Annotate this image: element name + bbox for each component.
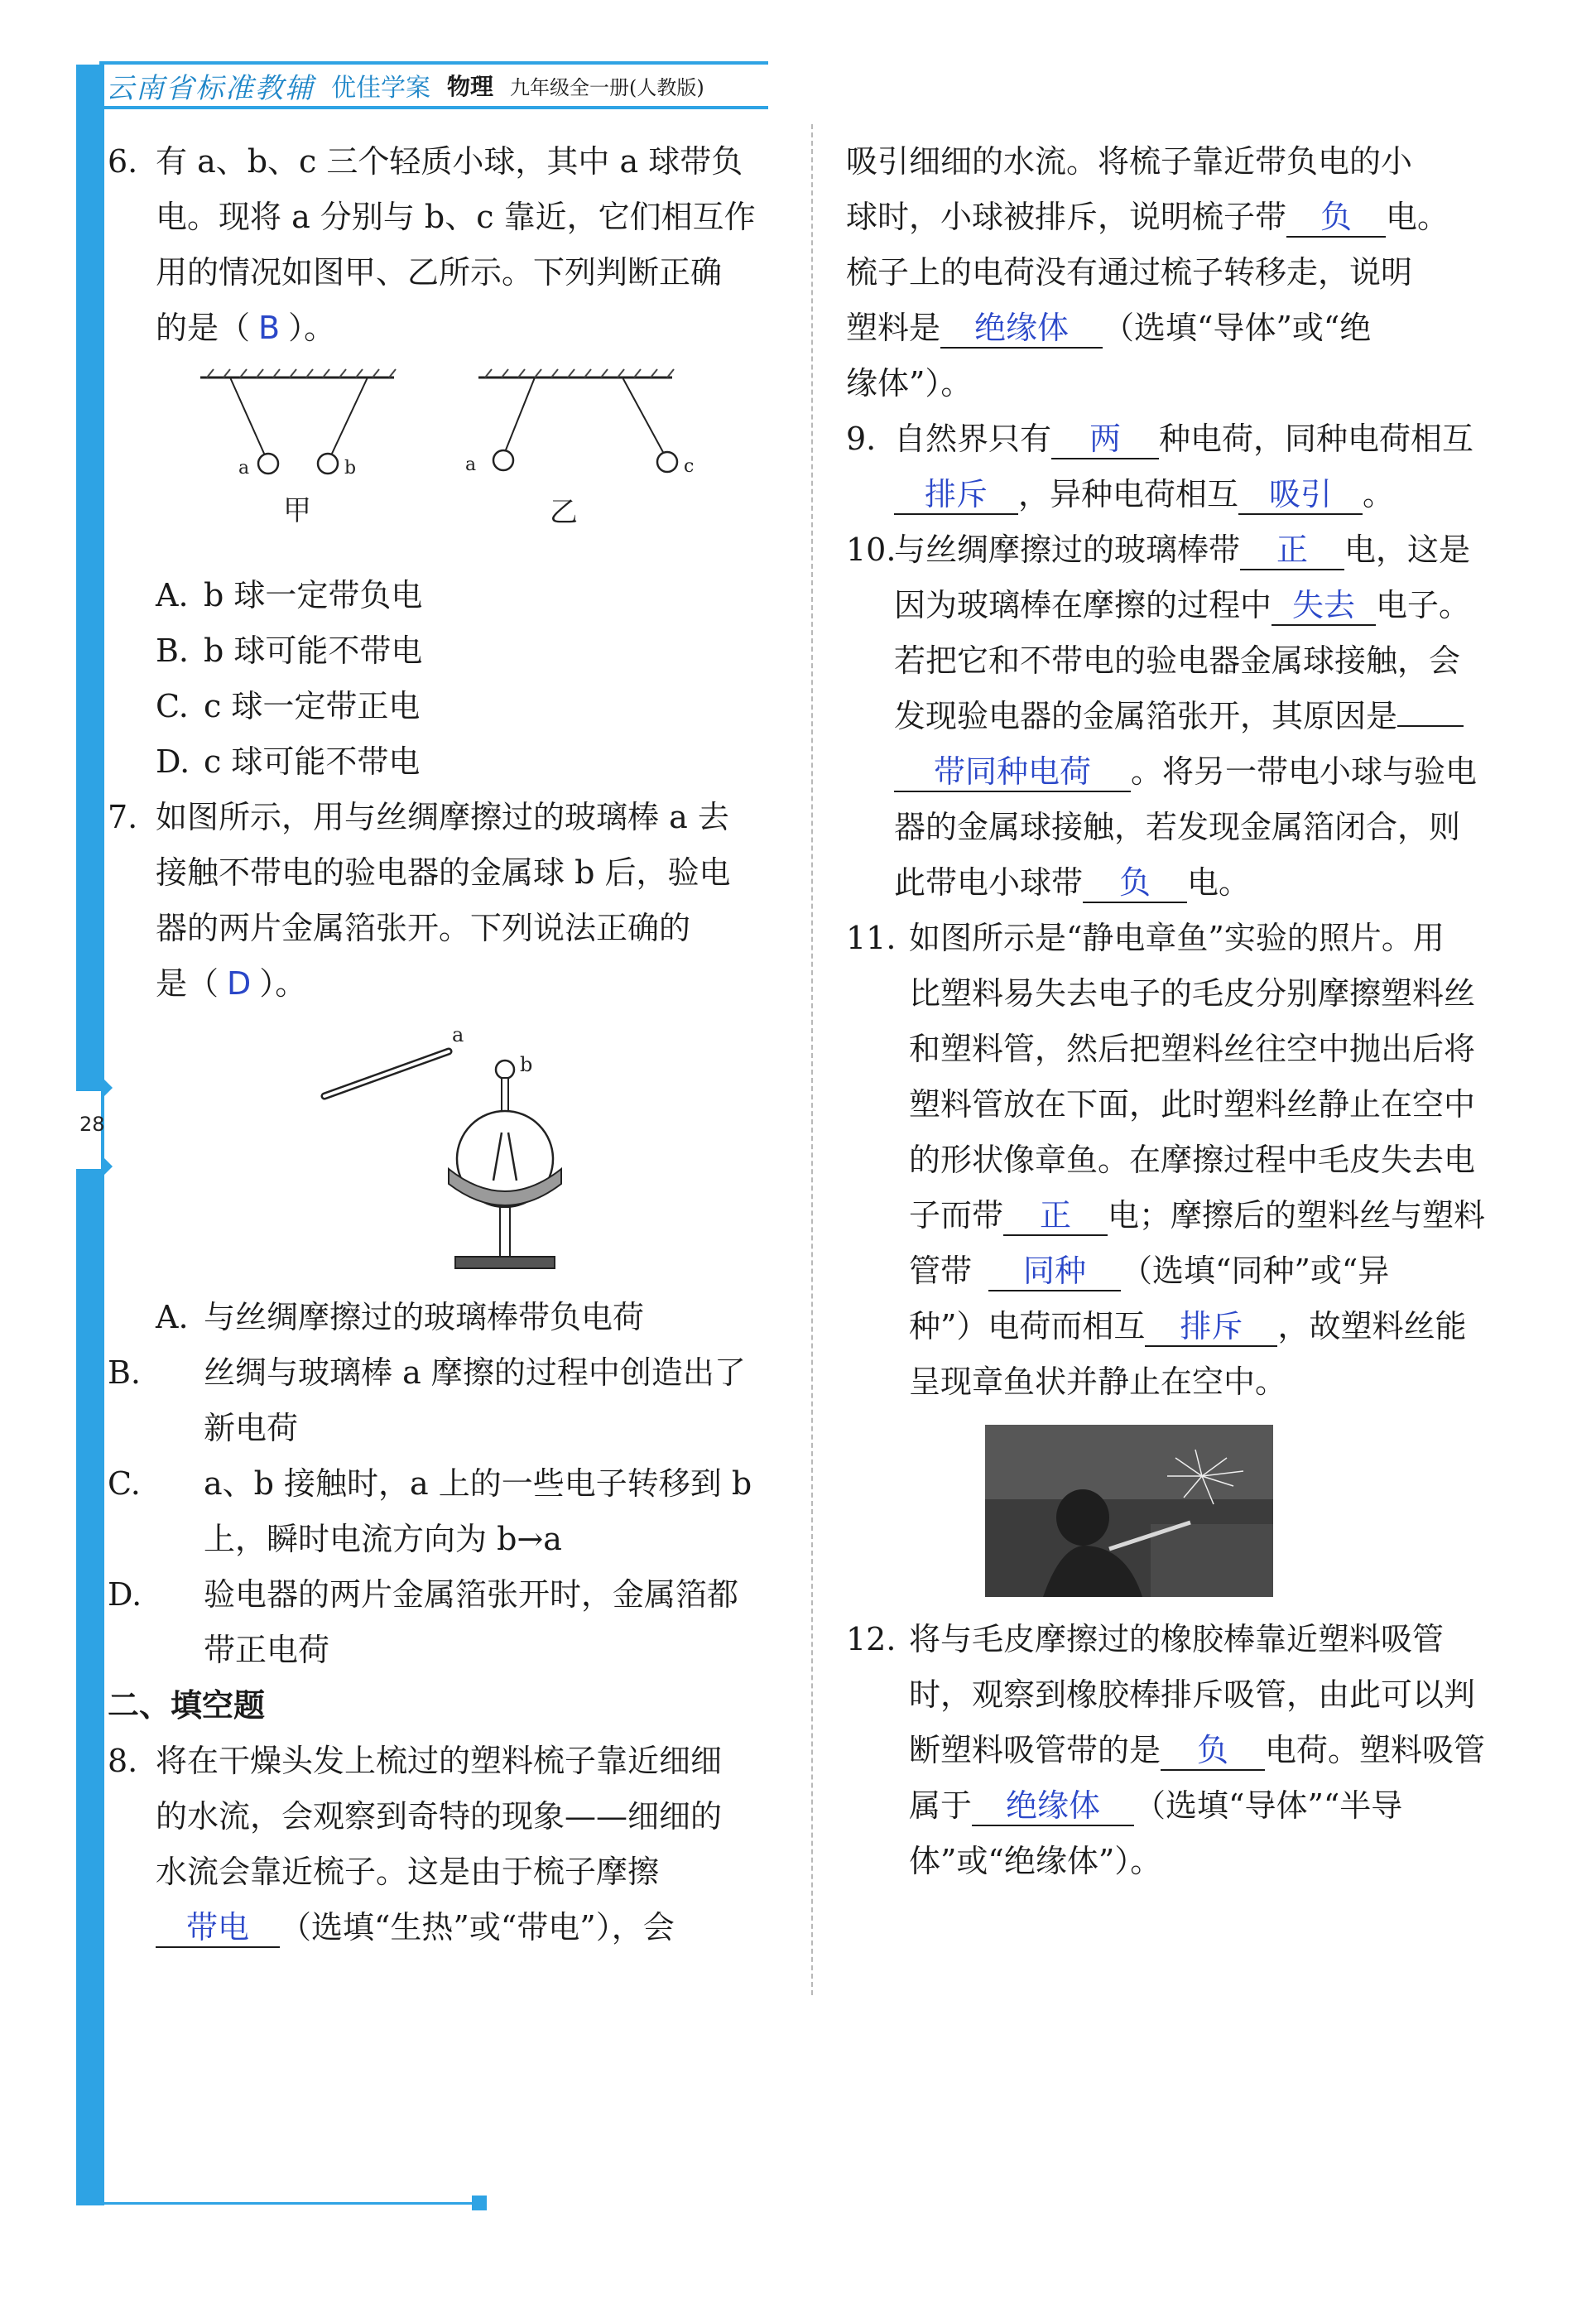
question-11: 11. 如图所示是“静电章鱼”实验的照片。用 比塑料易失去电子的毛皮分别摩擦塑料丝 和塑料管，然后把塑料丝往空中抛出后将 塑料管放在下面，此时塑料丝静止在空中 的形状像章鱼。在摩擦过程中毛皮失去电 子而带 正 电；摩擦后的塑料丝与塑料 管带 同种 （选填“同种”或“异 种”）电荷而相互 排斥 ，故塑料丝能 呈现章鱼状并静止在空中。 — [846, 911, 1517, 1410]
figure-label-yi: 乙 — [550, 496, 578, 529]
option-b: B. 丝绸与玻璃棒 a 摩擦的过程中创造出了 新电荷 — [108, 1354, 746, 1446]
question-9: 9. 自然界只有 两 种电荷，同种电荷相互 排斥 ，异种电荷相互 吸引 。 — [846, 411, 1517, 522]
answer-blank: 失去 — [1272, 586, 1376, 626]
question-number: 11. — [846, 920, 897, 956]
figure-jia — [200, 369, 396, 527]
answer-blank: 绝缘体 — [940, 309, 1103, 349]
option-c: C. c 球一定带正电 — [156, 688, 421, 724]
question-text: 用的情况如图甲、乙所示。下列判断正确 — [156, 254, 723, 291]
question-text: 是（ D ）。 — [156, 965, 307, 1002]
question-number: 9. — [846, 421, 877, 457]
answer-blank: 同种 — [988, 1252, 1121, 1291]
column-divider — [811, 124, 813, 1995]
section-heading: 二、填空题 — [108, 1687, 266, 1724]
option-a: A. 与丝绸摩擦过的玻璃棒带负电荷 — [156, 1299, 645, 1335]
question-7 — [108, 790, 778, 1012]
answer-choice: D — [227, 965, 252, 1002]
option-c: C. a、b 接触时，a 上的一些电子转移到 b 上，瞬时电流方向为 b→a — [108, 1465, 752, 1557]
rod-a-label: a — [452, 1023, 464, 1046]
left-margin-bar — [76, 65, 101, 1091]
page-header — [99, 61, 768, 109]
question-text: 水流会靠近梳子。这是由于梳子摩擦 — [156, 1854, 660, 1890]
question-number: 8. — [108, 1743, 138, 1779]
left-margin-bar-lower — [76, 1169, 101, 2205]
question-10: 10. 与丝绸摩擦过的玻璃棒带 正 电，这是 因为玻璃棒在摩擦的过程中 失去 电子。 若把它和不带电的验电器金属球接触，会 发现验电器的金属箔张开，其原因是 带同种电荷 。将另一带电小球与验电 器的金属球接触，若发现金属箔闭合，则 此带电小球带 负 电。 — [846, 522, 1517, 911]
option-d: D. c 球可能不带电 — [156, 743, 421, 780]
question-number: 7. — [108, 799, 138, 835]
answer-choice: B — [258, 310, 281, 346]
question-text: 如图所示，用与丝绸摩擦过的玻璃棒 a 去 — [156, 799, 729, 835]
answer-blank: 绝缘体 — [972, 1787, 1134, 1826]
ball-b-label: b — [520, 1053, 533, 1076]
left-column — [108, 134, 778, 1955]
header-grade: 九年级全一册(人教版) — [510, 75, 704, 99]
ball-c-label: c — [684, 456, 695, 477]
answer-blank: 正 — [1240, 531, 1344, 570]
question-number: 12. — [846, 1621, 897, 1657]
question-text: 将在干燥头发上梳过的塑料梳子靠近细细 — [156, 1743, 723, 1779]
answer-blank: 负 — [1161, 1731, 1265, 1771]
question-8 — [108, 1734, 778, 1955]
question-text: 器的两片金属箔张开。下列说法正确的 — [156, 910, 691, 946]
question-text: 的是（ B ）。 — [156, 310, 336, 346]
answer-blank: 带同种电荷 — [894, 753, 1131, 792]
figure-label-jia: 甲 — [283, 494, 311, 527]
option-d: D. 验电器的两片金属箔张开时，金属箔都 带正电荷 — [108, 1576, 739, 1668]
answer-blank-lead — [1397, 725, 1464, 727]
header-series: 云南省标准教辅 — [106, 71, 315, 105]
question-text: 有 a、b、c 三个轻质小球，其中 a 球带负 — [156, 143, 743, 180]
question-text: 带电 （选填“生热”或“带电”），会 — [156, 1900, 778, 1955]
header-brand: 优佳学案 — [331, 74, 430, 103]
question-8-continued: 吸引细细的水流。将梳子靠近带负电的小 球时，小球被排斥，说明梳子带 负 电。 梳子上的电荷没有通过梳子转移走，说明 塑料是 绝缘体 （选填“导体”或“绝 缘体”）。 — [846, 143, 1449, 402]
figure-pendulum-balls — [108, 363, 778, 561]
answer-blank: 负 — [1083, 863, 1187, 903]
page-number: 28 — [79, 1113, 105, 1136]
ball-b-label: b — [344, 458, 357, 479]
answer-blank: 负 — [1286, 198, 1386, 238]
answer-blank: 正 — [1003, 1196, 1108, 1236]
ball-a2-label: a — [465, 454, 477, 475]
answer-blank: 吸引 — [1238, 475, 1363, 515]
question-12: 12. 将与毛皮摩擦过的橡胶棒靠近塑料吸管 时，观察到橡胶棒排斥吸管，由此可以判 断塑料吸管带的是 负 电荷。塑料吸管 属于 绝缘体 （选填“导体”“半导 体”或“绝缘体”）。 — [846, 1612, 1517, 1889]
header-subject: 物理 — [447, 73, 494, 100]
question-number: 10. — [846, 531, 897, 568]
question-number: 6. — [108, 143, 138, 180]
option-b: B. b 球可能不带电 — [156, 632, 423, 669]
answer-blank: 两 — [1051, 420, 1159, 459]
answer-blank: 带电 — [156, 1908, 280, 1948]
bottom-rule — [76, 2202, 480, 2205]
question-text: 的水流，会观察到奇特的现象——细细的 — [156, 1798, 723, 1835]
answer-blank: 排斥 — [1145, 1307, 1277, 1347]
photo-static-octopus — [985, 1425, 1273, 1597]
figure-yi — [465, 369, 694, 529]
right-column — [846, 134, 1517, 1889]
answer-blank: 排斥 — [894, 475, 1018, 515]
bottom-square-marker — [472, 2196, 487, 2210]
option-a: A. b 球一定带负电 — [156, 577, 423, 613]
ball-a-label: a — [238, 458, 250, 479]
question-6 — [108, 134, 778, 356]
question-text: 接触不带电的验电器的金属球 b 后，验电 — [156, 854, 731, 891]
figure-electroscope — [108, 1018, 778, 1283]
question-text: 电。现将 a 分别与 b、c 靠近，它们相互作 — [156, 199, 756, 235]
